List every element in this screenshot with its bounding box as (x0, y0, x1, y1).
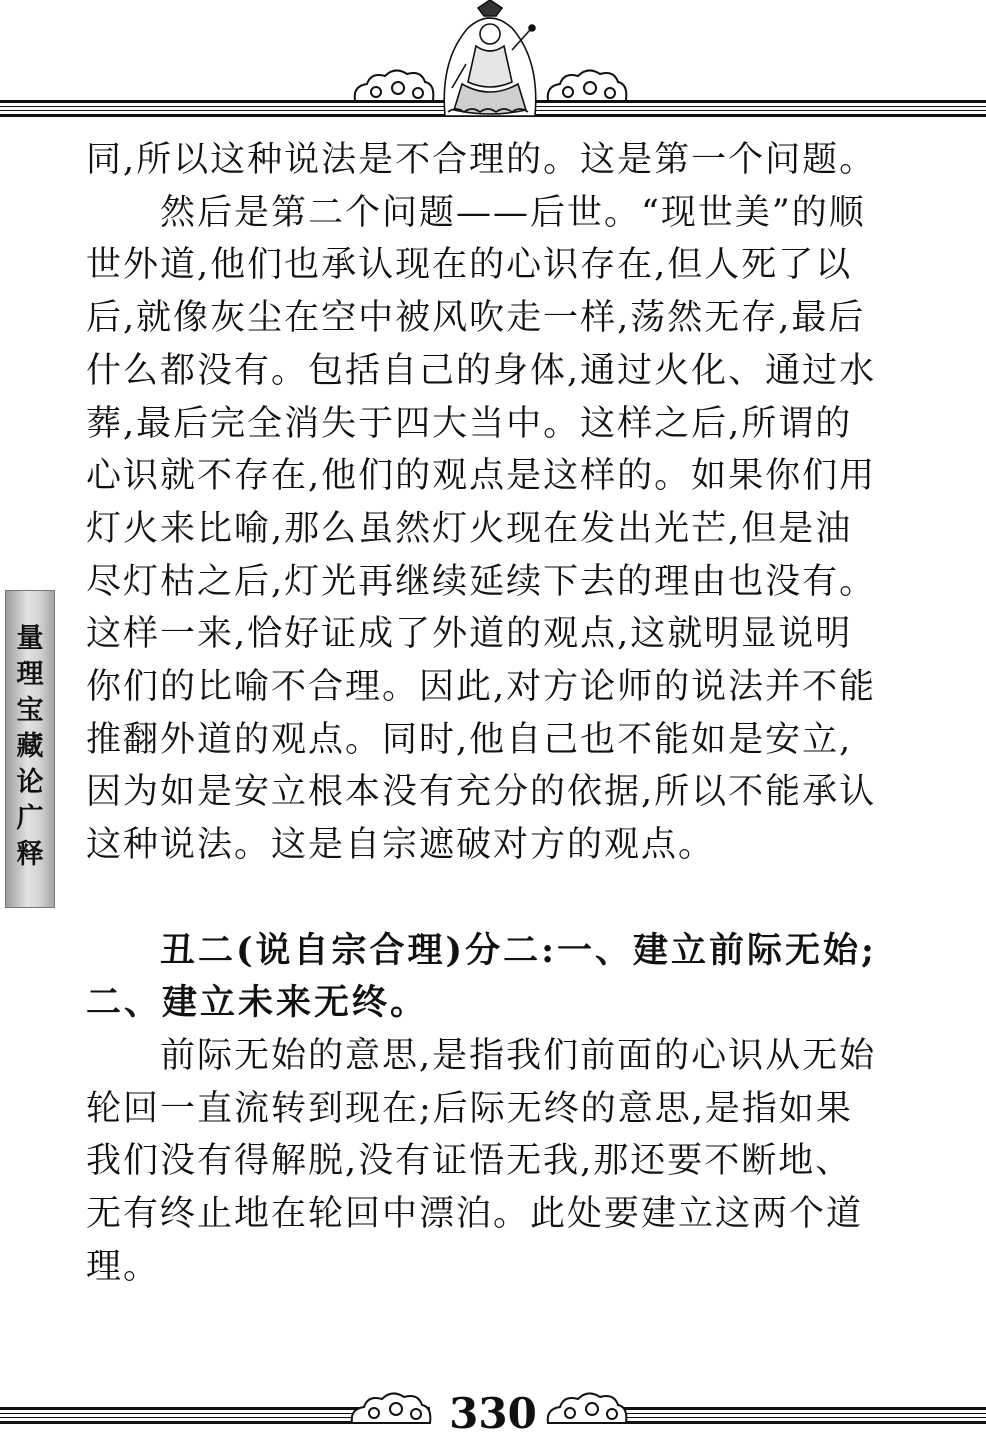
cloud-ornament-right-icon (548, 1393, 627, 1423)
book-title-char: 宝 (16, 695, 44, 726)
book-title-side-tab (5, 590, 55, 908)
page-number: 330 (449, 1389, 537, 1438)
book-title-char: 理 (16, 659, 44, 690)
page-header (0, 0, 986, 130)
paragraph-continued: 同,所以这种说法是不合理的。这是第一个问题。 (86, 140, 877, 180)
cloud-ornament-right-icon (548, 70, 627, 100)
section-heading: 丑二(说自宗合理)分二:一、建立前际无始;二、建立未来无终。 (86, 929, 877, 1024)
book-title-char: 藏 (16, 731, 44, 762)
book-title-vertical (6, 621, 54, 873)
deity-figure-icon (444, 0, 536, 116)
page-body (86, 134, 886, 1293)
book-title-char: 论 (16, 767, 44, 798)
book-title-char: 广 (16, 803, 44, 834)
book-title-char: 释 (16, 839, 44, 870)
header-ornament (0, 0, 986, 130)
paragraph: 前际无始的意思,是指我们前面的心识从无始轮回一直流转到现在;后际无终的意思,是指如果我们没有得解脱,没有证悟无我,那还要不断地、无有终止地在轮回中漂泊。此处要建立这两个道理。 (86, 1035, 877, 1287)
cloud-ornament-left-icon (352, 1393, 431, 1423)
cloud-ornament-left-icon (355, 70, 434, 100)
book-title-char: 量 (16, 623, 44, 654)
paragraph: 然后是第二个问题——后世。“现世美”的顺世外道,他们也承认现在的心识存在,但人死了以后,就像灰尘在空中被风吹走一样,荡然无存,最后什么都没有。包括自己的身体,通过火化、通过水葬,最后完全消失于四大当中。这样之后,所谓的心识就不存在,他们的观点是这样的。如果你们用灯火来比喻,那么虽然灯火现在发出光芒,但是油尽灯枯之后,灯光再继续延续下去的理由也没有。这样一来,恰好证成了外道的观点,这就明显说明你们的比喻不合理。因此,对方论师的说法并不能推翻外道的观点。同时,他自己也不能如是安立,因为如是安立根本没有充分的依据,所以不能承认这种说法。这是自宗遮破对方的观点。 (86, 192, 877, 866)
